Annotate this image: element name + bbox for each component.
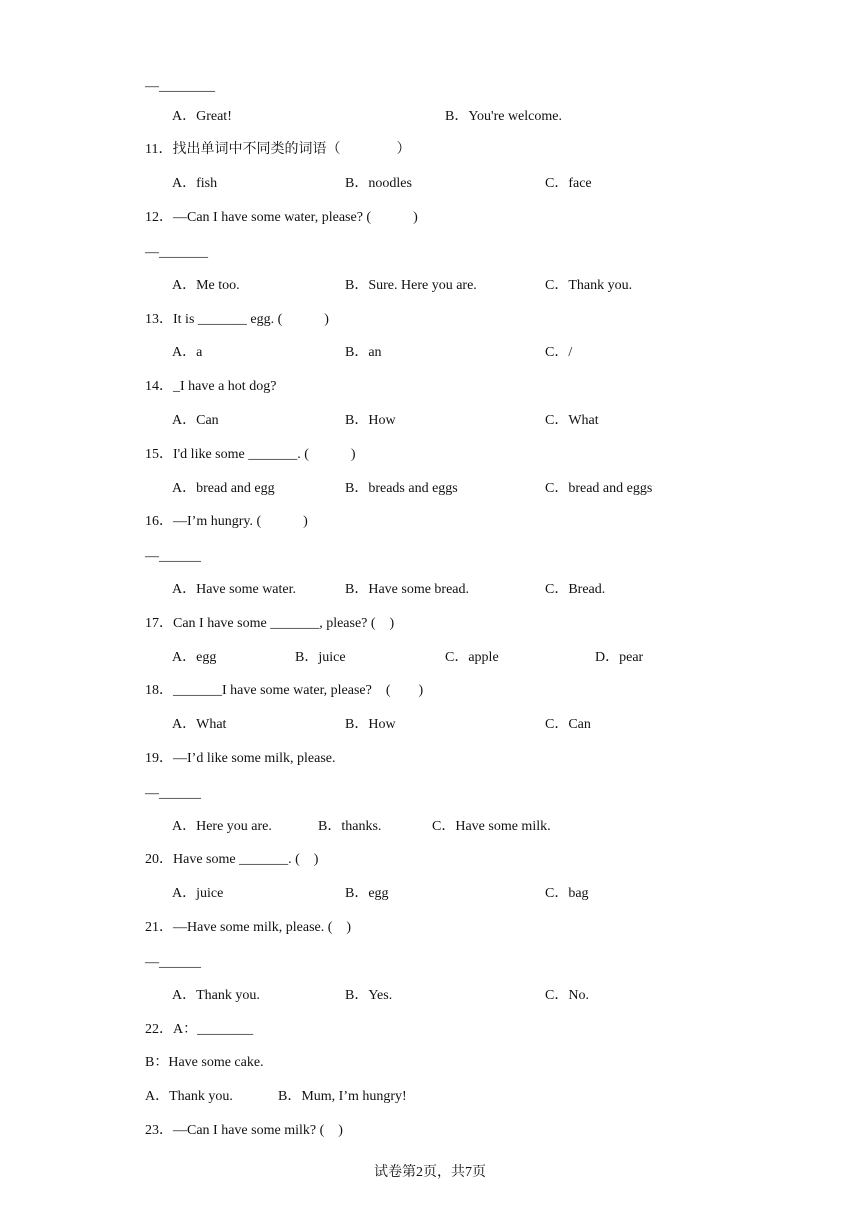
question-15-stem: 15．I'd like some _______. ( ) <box>145 447 356 462</box>
q21-option-c: C．No. <box>545 988 589 1003</box>
q15-option-a: A．bread and egg <box>172 481 275 496</box>
question-14-stem: 14．_I have a hot dog? <box>145 379 277 394</box>
q12-option-c: C．Thank you. <box>545 278 633 293</box>
q13-option-c: C．/ <box>545 345 573 360</box>
q12-option-b: B．Sure. Here you are. <box>345 278 477 293</box>
question-12-stem: 12．—Can I have some water, please? ( ) <box>145 210 418 225</box>
option-b: B．You're welcome. <box>445 109 562 124</box>
q14-option-b: B．How <box>345 413 396 428</box>
q13-option-a: A．a <box>172 345 203 360</box>
q15-option-b: B．breads and eggs <box>345 481 458 496</box>
q13-option-b: B．an <box>345 345 382 360</box>
page-footer: 试卷第2页，共7页 <box>374 1165 486 1180</box>
question-18-stem: 18．_______I have some water, please? ( ) <box>145 683 424 698</box>
question-19-stem: 19．—I’d like some milk, please. <box>145 751 336 766</box>
q16-answer-blank: —______ <box>145 549 201 564</box>
q15-option-c: C．bread and eggs <box>545 481 653 496</box>
q22-option-a: A．Thank you. <box>145 1089 233 1104</box>
q12-option-a: A．Me too. <box>172 278 240 293</box>
q12-answer-blank: —_______ <box>145 245 208 260</box>
q19-option-c: C．Have some milk. <box>432 819 551 834</box>
q16-option-c: C．Bread. <box>545 582 606 597</box>
q11-option-c: C．face <box>545 176 592 191</box>
q19-answer-blank: —______ <box>145 786 201 801</box>
question-16-stem: 16．—I’m hungry. ( ) <box>145 514 308 529</box>
q20-option-a: A．juice <box>172 886 224 901</box>
q11-option-b: B．noodles <box>345 176 412 191</box>
q20-option-b: B．egg <box>345 886 389 901</box>
answer-blank: —________ <box>145 79 215 94</box>
question-17-stem: 17．Can I have some _______, please? ( ) <box>145 616 395 631</box>
q17-option-a: A．egg <box>172 650 217 665</box>
option-a: A．Great! <box>172 109 232 124</box>
q17-option-b: B．juice <box>295 650 346 665</box>
q19-option-b: B．thanks. <box>318 819 382 834</box>
q22-option-b: B．Mum, I’m hungry! <box>278 1089 407 1104</box>
q17-option-d: D．pear <box>595 650 644 665</box>
q18-option-c: C．Can <box>545 717 591 732</box>
question-22-stem: 22．A：________ <box>145 1022 254 1037</box>
q18-option-b: B．How <box>345 717 396 732</box>
q17-option-c: C．apple <box>445 650 499 665</box>
q19-option-a: A．Here you are. <box>172 819 272 834</box>
question-13-stem: 13．It is _______ egg. ( ) <box>145 312 329 327</box>
q11-option-a: A．fish <box>172 176 218 191</box>
q16-option-a: A．Have some water. <box>172 582 297 597</box>
question-20-stem: 20．Have some _______. ( ) <box>145 852 319 867</box>
q16-option-b: B．Have some bread. <box>345 582 470 597</box>
q14-option-c: C．What <box>545 413 599 428</box>
question-21-stem: 21．—Have some milk, please. ( ) <box>145 920 352 935</box>
q22-line-b: B：Have some cake. <box>145 1055 264 1070</box>
q21-answer-blank: —______ <box>145 955 201 970</box>
q18-option-a: A．What <box>172 717 227 732</box>
q21-option-a: A．Thank you. <box>172 988 260 1003</box>
q21-option-b: B．Yes. <box>345 988 393 1003</box>
q20-option-c: C．bag <box>545 886 589 901</box>
q14-option-a: A．Can <box>172 413 219 428</box>
question-23-stem: 23．—Can I have some milk? ( ) <box>145 1123 343 1138</box>
question-11-stem: 11．找出单词中不同类的词语（ ） <box>145 142 411 157</box>
